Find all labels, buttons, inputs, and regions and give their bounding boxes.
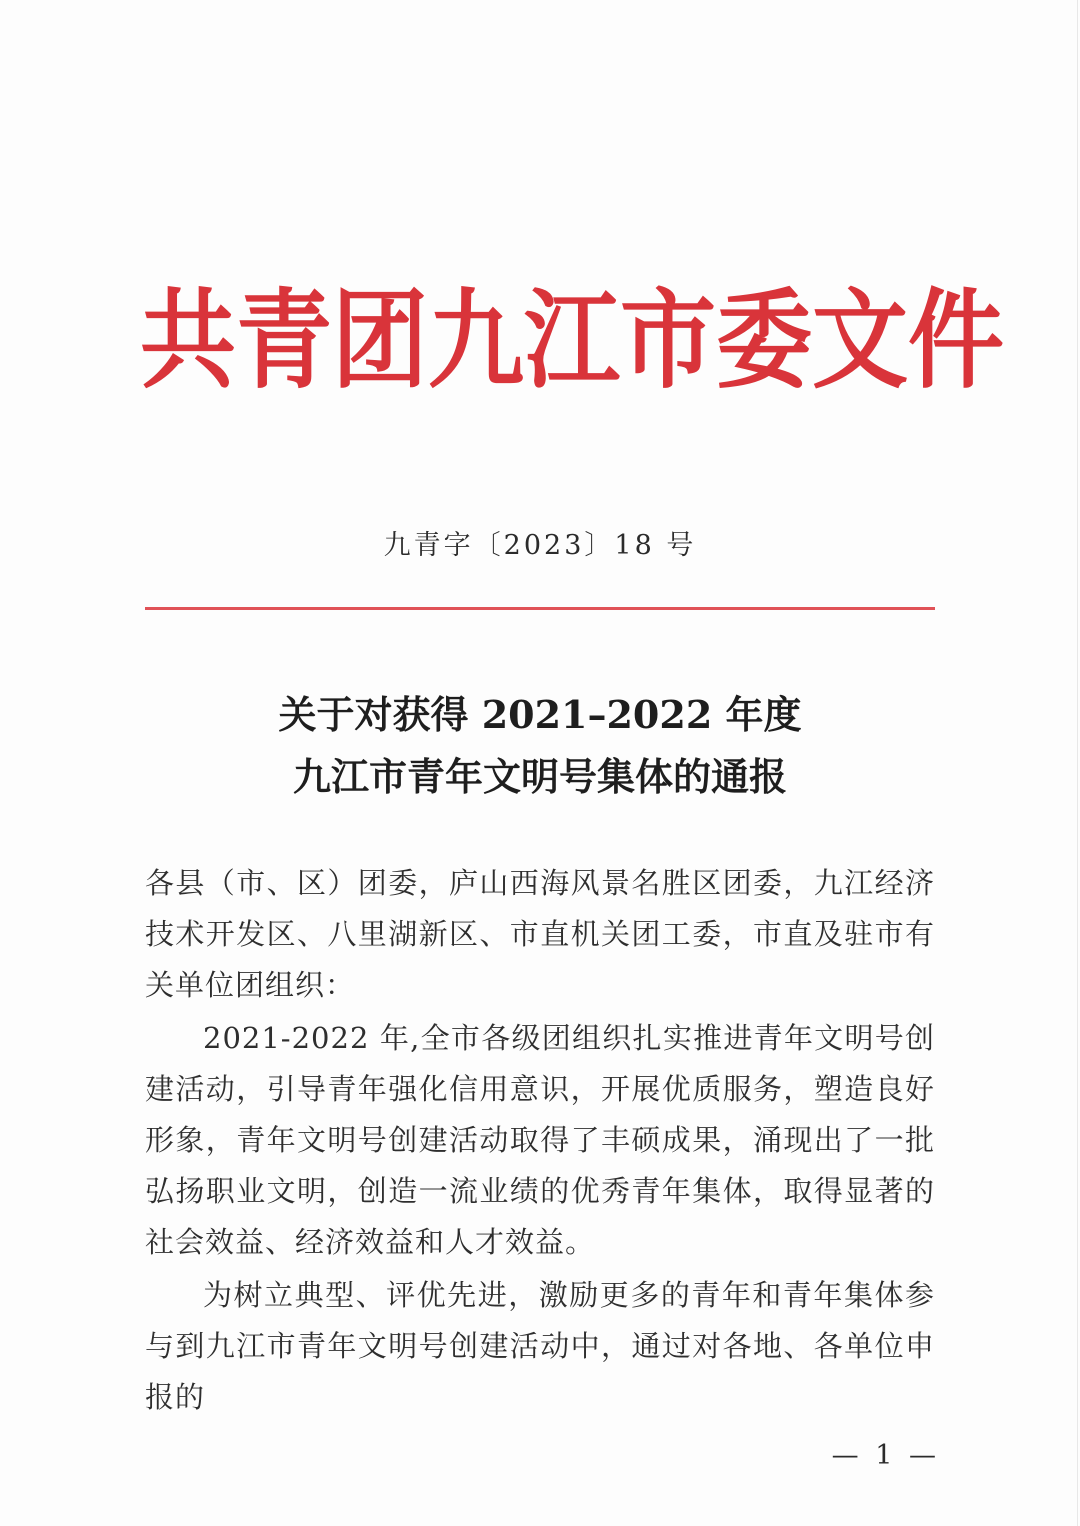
notice-title [0, 684, 1080, 808]
body-paragraph-2: 为树立典型、评优先进，激励更多的青年和青年集体参与到九江市青年文明号创建活动中，通过对各地、各单位申报的 [145, 1278, 935, 1414]
notice-title-line-2: 九江市青年文明号集体的通报 [292, 754, 787, 799]
red-divider-line [145, 607, 935, 610]
notice-title-line-1: 关于对获得 2021–2022 年度 [278, 692, 802, 737]
page-number: — 1 — [831, 1440, 940, 1471]
document-number: 九青字〔2023〕18 号 [383, 530, 697, 561]
body-paragraph-1: 2021-2022 年,全市各级团组织扎实推进青年文明号创建活动，引导青年强化信用意识，开展优质服务，塑造良好形象，青年文明号创建活动取得了丰硕成果，涌现出了一批弘扬职业文明，创造一流业绩的优秀青年集体，取得显著的社会效益、经济效益和人才效益。 [145, 1021, 935, 1259]
notice-body [145, 858, 935, 1425]
masthead-title: 共青团九江市委文件 [140, 276, 1004, 404]
salutation: 各县（市、区）团委，庐山西海风景名胜区团委，九江经济技术开发区、八里湖新区、市直机关团工委，市直及驻市有关单位团组织： [145, 866, 935, 1002]
